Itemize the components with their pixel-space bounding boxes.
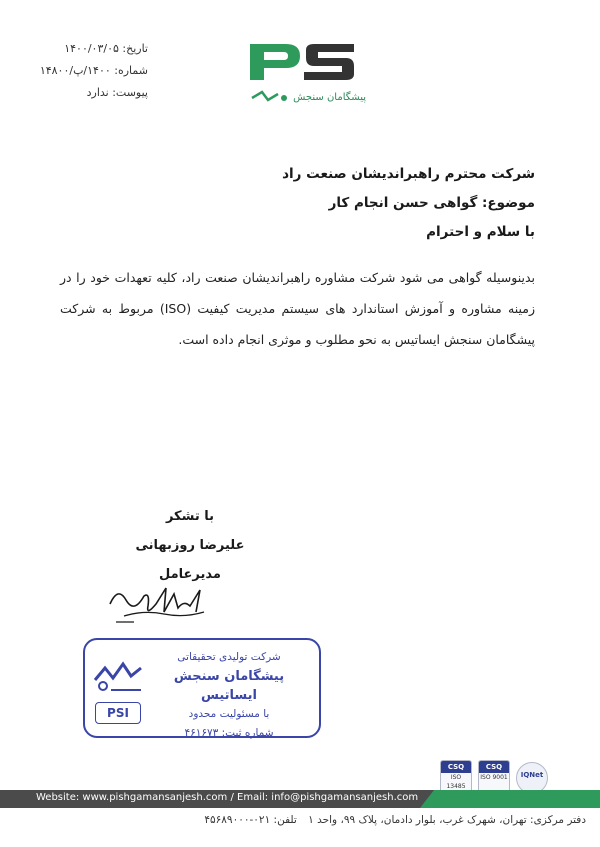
badge-sub: ISO 9001: [480, 774, 508, 781]
stamp-psi-badge: PSI: [95, 702, 141, 724]
closing-block: [120, 502, 260, 589]
letter-attachment: پیوست: ندارد: [86, 86, 148, 99]
badge-label: CSQ: [479, 761, 509, 773]
stamp-line-3: با مسئولیت محدود: [188, 708, 270, 720]
letter-meta: [8, 38, 148, 104]
stamp-line-1: شرکت تولیدی تحقیقاتی: [177, 651, 281, 663]
footer-website[interactable]: Website: www.pishgamansanjesh.com: [36, 792, 228, 803]
csq-iso9001-badge: [478, 760, 510, 794]
company-stamp: [83, 638, 321, 738]
recipient: شرکت محترم راهبراندیشان صنعت راد: [282, 166, 535, 182]
stamp-line-2: پیشگامان سنجش ایساتیس: [173, 669, 285, 703]
company-logo: [242, 36, 366, 116]
signer-name: علیرضا روزبهانی: [135, 538, 245, 553]
letter-number: شماره: ۱۴۰۰/پ/۱۴۸۰۰: [39, 64, 148, 77]
body-paragraph: بدینوسیله گواهی می شود شرکت مشاوره راهبراندیشان صنعت راد، کلیه تعهدات خود را در زمینه مشاوره و آموزش استاندارد های سیستم مدیریت کیفیت (ISO) مربوط به شرکت پیشگامان سنجش ایساتیس به نحو مطلوب و موثری انجام داده است.: [60, 270, 535, 347]
footer-phone: تلفن: ۰۲۱-۴۵۶۸۹۰۰۰: [204, 814, 297, 826]
badge-label: CSQ: [441, 761, 471, 773]
footer-separator: /: [230, 792, 234, 803]
closing-thanks: با تشکر: [165, 509, 215, 524]
badge-sub: ISO 13485: [446, 774, 466, 790]
handwritten-signature: [104, 582, 214, 628]
csq-iso13485-badge: [440, 760, 472, 794]
badge-label: IQNet: [520, 771, 544, 779]
signer-title: مدیرعامل: [159, 567, 221, 582]
stamp-text: [149, 648, 309, 743]
footer-email[interactable]: Email: info@pishgamansanjesh.com: [237, 792, 419, 803]
footer-address-line: [146, 814, 586, 826]
certification-badges: [440, 760, 548, 794]
stamp-emblem-icon: [91, 650, 147, 696]
footer-contacts: [36, 792, 418, 803]
footer-address: دفتر مرکزی: تهران، شهرک غرب، بلوار دادمان، پلاک ۹۹، واحد ۱: [308, 814, 586, 826]
letter-header: [135, 160, 535, 247]
subject: موضوع: گواهی حسن انجام کار: [328, 195, 535, 211]
letter-date: تاریخ: ۱۴۰۰/۰۳/۰۵: [64, 42, 148, 55]
greeting: با سلام و احترام: [426, 224, 535, 240]
logo-subtitle: پیشگامان سنجش: [293, 92, 366, 103]
stamp-line-4: شماره ثبت: ۴۶۱۶۷۳: [184, 727, 274, 739]
